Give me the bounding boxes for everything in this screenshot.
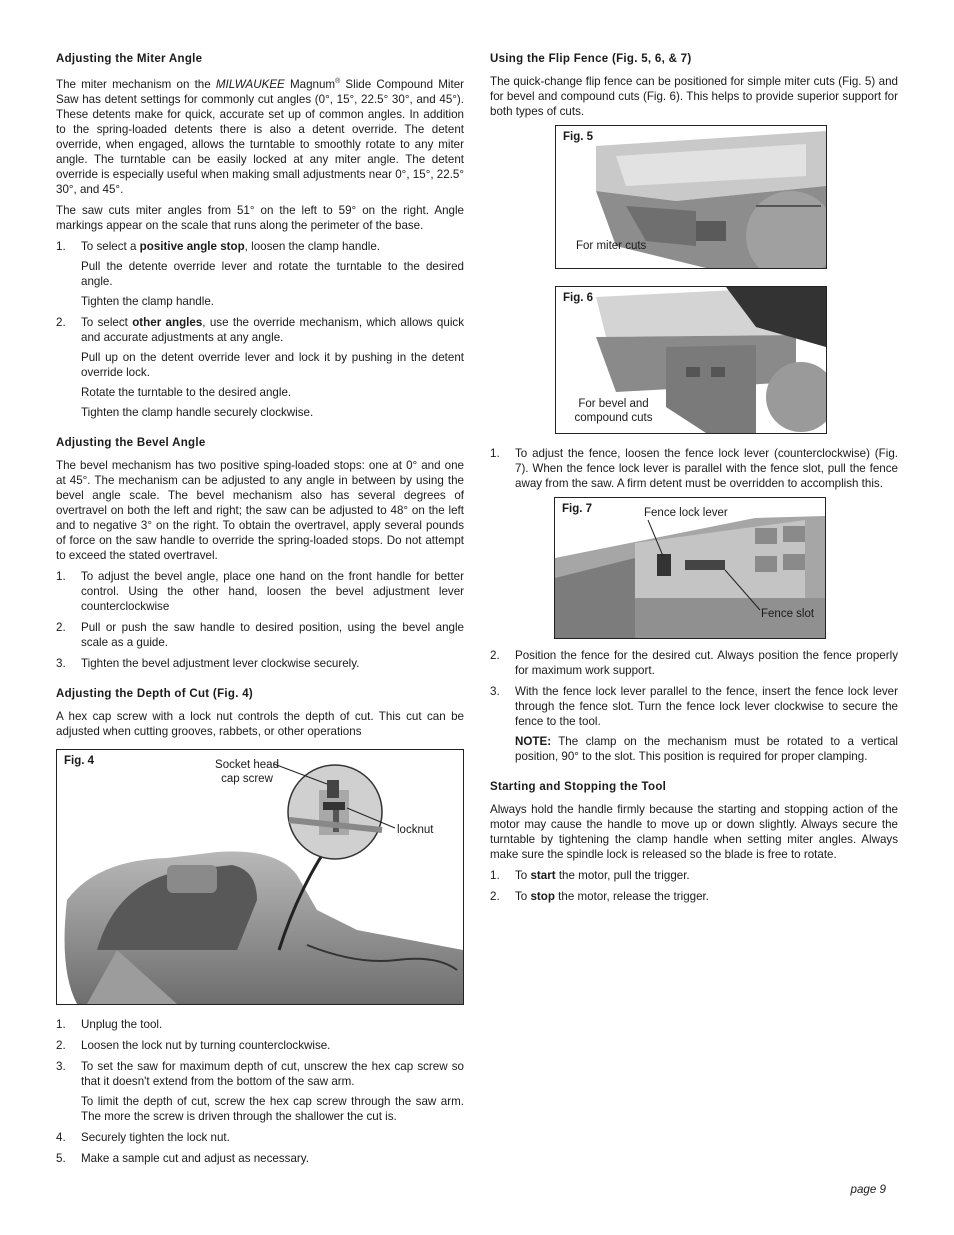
heading-miter-angle: Adjusting the Miter Angle [56,53,203,65]
start-steps [490,868,898,904]
fig-7-label: Fig. 7 [562,503,593,515]
miter-steps [56,239,464,420]
fig-5-caption: For miter cuts [576,240,647,252]
figure-6 [555,286,827,434]
fig-6-caption: For bevel and compound cuts [574,398,653,424]
fig-5-label: Fig. 5 [563,131,594,143]
list-item: 3. Tighten the bevel adjustment lever clockwise securely. [56,656,360,670]
locknut-callout: locknut [397,823,434,836]
note-label: NOTE: [515,735,552,748]
fence-slot-callout: Fence slot [761,608,815,620]
list-item: 1. To adjust the bevel angle, place one hand on the front handle for better control. Using the other hand, loosen the bevel adjustment lever counterclockwise [56,569,464,613]
page-number: page 9 [850,1183,886,1196]
fence-steps-part-2 [490,648,898,764]
list-item: 2. To select other angles, use the override mechanism, which allows quick and accurate adjustments at any angle. Pull up on the detent override lever and lock it by pushing in the detent override lock. Rotate the turntable to the desired angle. Tighten the clamp handle securely clockwise. [56,315,464,419]
depth-steps [56,1017,464,1166]
depth-intro-paragraph: A hex cap screw with a lock nut controls the depth of cut. This cut can be adjusted when cutting grooves, rabbets, or other operations [56,709,464,738]
heading-starting-stopping: Starting and Stopping the Tool [490,781,667,793]
fence-steps-part-1 [490,446,898,491]
list-item: 1. To start the motor, pull the trigger. [490,869,690,882]
fig-6-label: Fig. 6 [563,292,594,304]
miter-intro-paragraph: The miter mechanism on the MILWAUKEE Magnum® Slide Compound Miter Saw has detent settings for commonly cut angles (0°, 15°, 22.5° 30°, and 45°). These detents make for quick, accurate set up of common angles. In addition to the spring-loaded detents there is also a detent override. The detent override, when engaged, allows the turntable to smoothly rotate to any miter angle. The turntable can be easily locked at any miter angle. The detent override is especially useful when making small adjustments near 0°, 15°, 22.5° 30°, and 45°. [56,77,465,196]
fence-intro-paragraph: The quick-change flip fence can be positioned for simple miter cuts (Fig. 5) and for bevel and compound cuts (Fig. 6). This helps to provide superior support for both types of cuts. [490,75,898,118]
saw-depth-illustration [57,750,463,1004]
list-item: 1. To select a positive angle stop, loosen the clamp handle. Pull the detente override lever and rotate the turntable to the desired angle. Tighten the clamp handle. [56,239,464,308]
bevel-intro-paragraph: The bevel mechanism has two positive sping-loaded stops: one at 0° and one at 45°. The mechanism can be adjusted to any angle in between by using the bevel angle scale. The bevel mechanism also has several degrees of overtravel on both the left and right; the saw can be adjusted to 48° on the left and to negative 3° on the right. To obtain the overtravel, apply several pounds of force on the saw handle to override the spring-loaded stops. Do not attempt to exceed the stated overtravel. [56,458,464,562]
socket-head-cap-screw-callout: Socket head cap screw [215,758,279,785]
list-item: 3. With the fence lock lever parallel to the fence, insert the fence lock lever through the fence slot. Turn the fence lock lever clockwise to secure the fence to the tool. NOTE: The clamp on the mechanism must be rotated to a vertical position, 90° to the slot. This position is required for proper clamping. [490,685,898,763]
miter-range-paragraph: The saw cuts miter angles from 51° on the left to 59° on the right. Angle markings appear on the scale that runs along the perimeter of the base. [56,203,464,232]
list-item: 4. Securely tighten the lock nut. [56,1130,230,1144]
fence-lock-lever-callout: Fence lock lever [644,507,728,519]
figure-5 [555,125,827,269]
list-item: 1. To adjust the fence, loosen the fence lock lever (counterclockwise) (Fig. 7). When the fence lock lever is parallel with the fence slot, pull the fence away from the saw. A firm detent must be overridden to accomplish this. [490,447,898,490]
list-item: 3. To set the saw for maximum depth of cut, unscrew the hex cap screw so that it doesn't extend from the bottom of the saw arm. To limit the depth of cut, screw the hex cap screw through the saw arm. The more the screw is driven through the shallower the cut is. [56,1059,464,1123]
left-column [56,52,464,1172]
list-item: 2. Loosen the lock nut by turning counterclockwise. [56,1038,331,1052]
list-item: 5. Make a sample cut and adjust as necessary. [56,1151,309,1165]
heading-depth-of-cut: Adjusting the Depth of Cut (Fig. 4) [56,687,254,700]
brand-name: MILWAUKEE [215,77,285,91]
heading-bevel-angle: Adjusting the Bevel Angle [56,436,206,449]
figure-7 [554,497,826,639]
right-column [490,52,898,910]
figure-4 [56,749,464,1005]
start-intro-paragraph: Always hold the handle firmly because the starting and stopping action of the motor may cause the handle to move up or down slightly. Always secure the turntable by tightening the clamp handle when setting miter angles. Always make sure the spindle lock is released so the blade is free to rotate. [490,803,898,861]
list-item: 1. Unplug the tool. [56,1017,163,1031]
heading-flip-fence: Using the Flip Fence (Fig. 5, 6, & 7) [490,53,692,65]
list-item: 2. Position the fence for the desired cut. Always position the fence properly for maximum work support. [490,649,898,677]
fig-4-label: Fig. 4 [64,754,95,767]
list-item: 2. To stop the motor, release the trigger. [490,890,709,903]
list-item: 2. Pull or push the saw handle to desired position, using the bevel angle scale as a guide. [56,620,464,649]
bevel-steps [56,569,464,671]
